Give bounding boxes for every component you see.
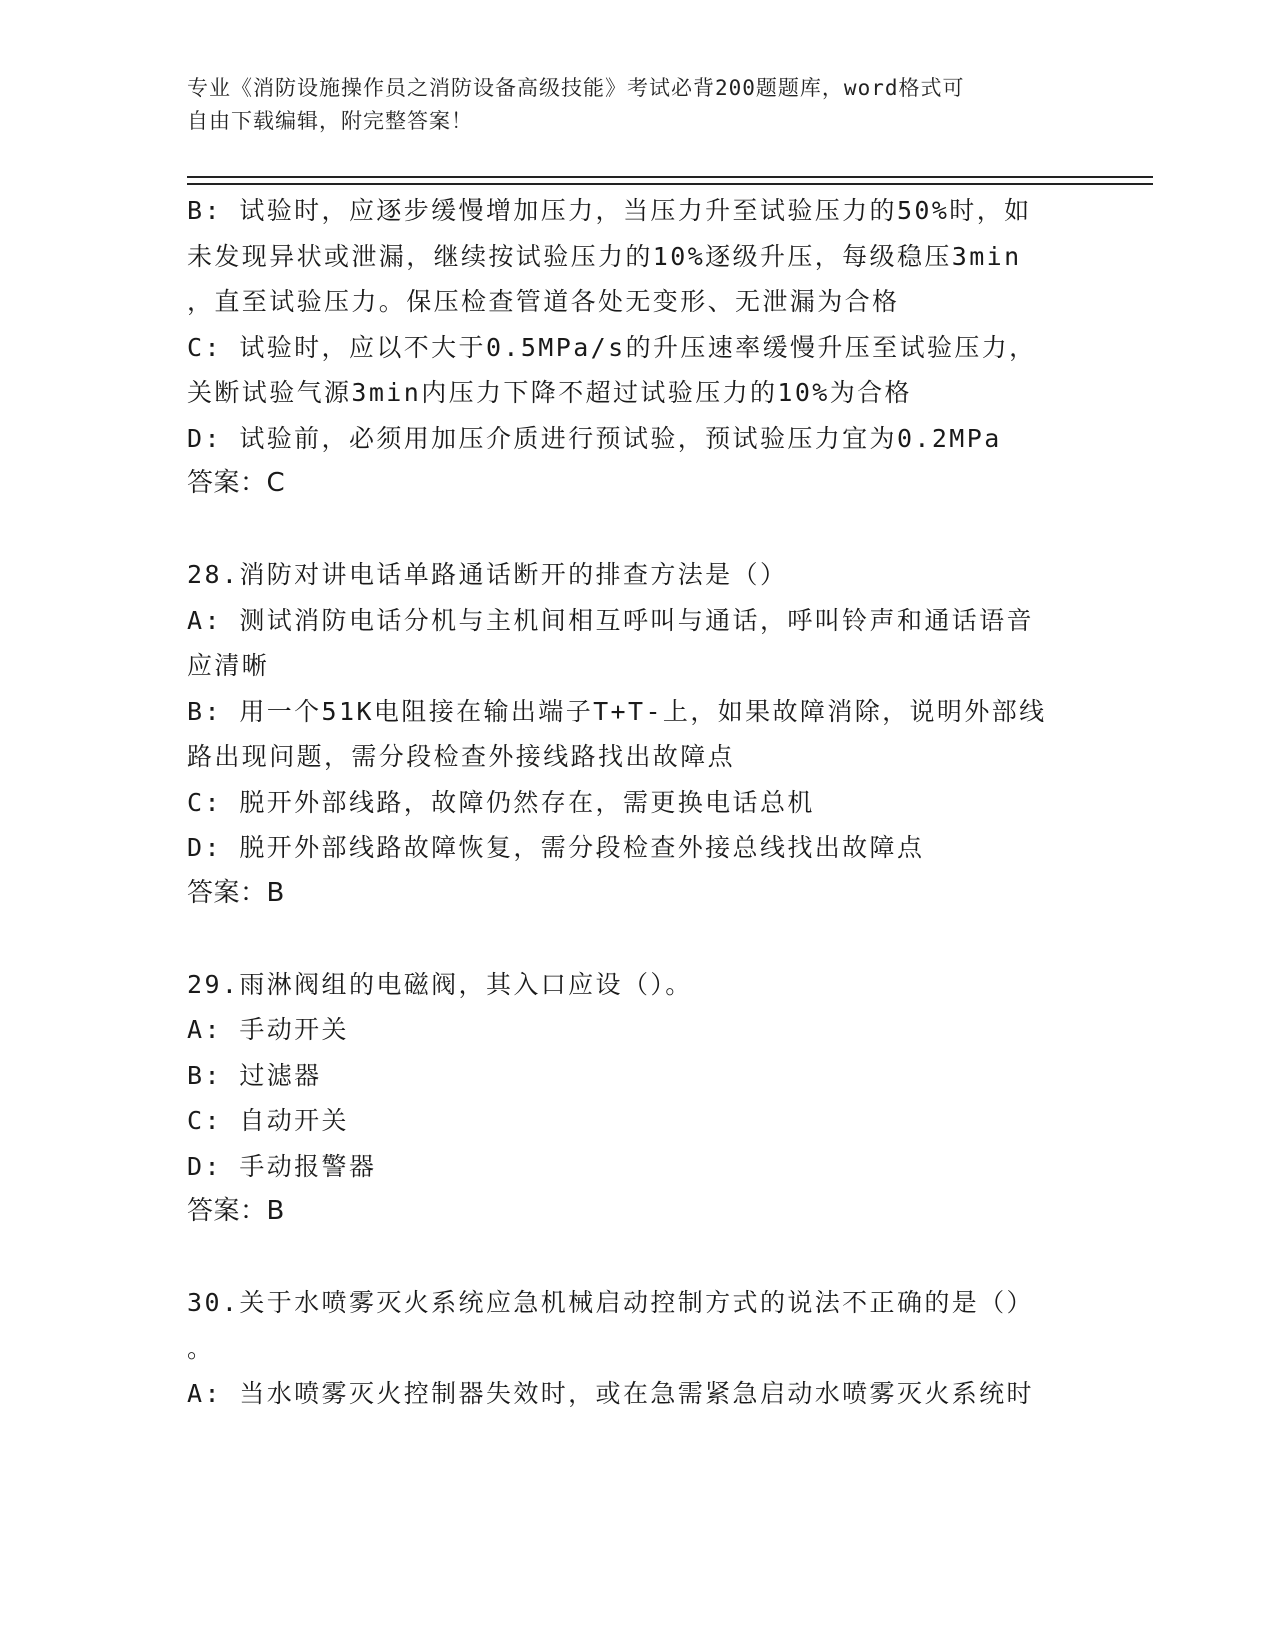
answer-line: 答案：B	[187, 1196, 285, 1226]
option-b-line: B: 过滤器	[187, 1060, 322, 1090]
document-header	[187, 72, 1067, 138]
question-stem: 29.雨淋阀组的电磁阀，其入口应设（）。	[187, 969, 693, 999]
option-c-line: C: 脱开外部线路，故障仍然存在，需更换电话总机	[187, 787, 815, 817]
option-b-line: B: 试验时，应逐步缓慢增加压力，当压力升至试验压力的50%时，如	[187, 196, 1032, 225]
header-line-1: 专业《消防设施操作员之消防设备高级技能》考试必背200题题库，word格式可	[187, 76, 965, 100]
question-stem: 28.消防对讲电话单路通话断开的排查方法是（）	[187, 560, 788, 589]
option-d-line: D: 脱开外部线路故障恢复，需分段检查外接总线找出故障点	[187, 833, 925, 862]
option-a-line: A: 手动开关	[187, 1015, 349, 1044]
answer-line: 答案：B	[187, 877, 285, 908]
option-b-line: 路出现问题，需分段检查外接线路找出故障点	[187, 742, 736, 771]
question-29	[187, 962, 1087, 1235]
option-b-line: 未发现异状或泄漏，继续按试验压力的10%逐级升压，每级稳压3min	[187, 241, 1022, 271]
header-divider-top	[187, 176, 1153, 178]
option-c-line: C: 试验时，应以不大于0.5MPa/s的升压速率缓慢升压至试验压力，	[187, 332, 1037, 362]
option-c-line: 关断试验气源3min内压力下降不超过试验压力的10%为合格	[187, 378, 912, 407]
option-d-line: D: 手动报警器	[187, 1151, 377, 1181]
document-body	[187, 188, 1087, 1417]
question-30	[187, 1280, 1087, 1417]
option-b-line: ，直至试验压力。保压检查管道各处无变形、无泄漏为合格	[187, 287, 900, 316]
header-divider-bottom	[187, 183, 1153, 185]
option-a-line: A: 当水喷雾灭火控制器失效时，或在急需紧急启动水喷雾灭火系统时	[187, 1379, 1034, 1408]
spacer	[187, 507, 1087, 553]
option-c-line: C: 自动开关	[187, 1106, 349, 1135]
answer-line: 答案：C	[187, 468, 286, 498]
option-a-line: 应清晰	[187, 651, 270, 680]
spacer	[187, 1235, 1087, 1281]
spacer	[187, 916, 1087, 962]
option-b-line: B: 用一个51K电阻接在输出端子T+T-上，如果故障消除，说明外部线	[187, 696, 1047, 726]
option-d-line: D: 试验前，必须用加压介质进行预试验，预试验压力宜为0.2MPa	[187, 423, 1002, 453]
question-27	[187, 188, 1087, 507]
option-a-line: A: 测试消防电话分机与主机间相互呼叫与通话，呼叫铃声和通话语音	[187, 605, 1034, 635]
question-stem: 。	[187, 1333, 215, 1363]
question-28	[187, 552, 1087, 916]
question-stem: 30.关于水喷雾灭火系统应急机械启动控制方式的说法不正确的是（）	[187, 1288, 1034, 1317]
header-line-2: 自由下载编辑，附完整答案！	[187, 109, 473, 133]
